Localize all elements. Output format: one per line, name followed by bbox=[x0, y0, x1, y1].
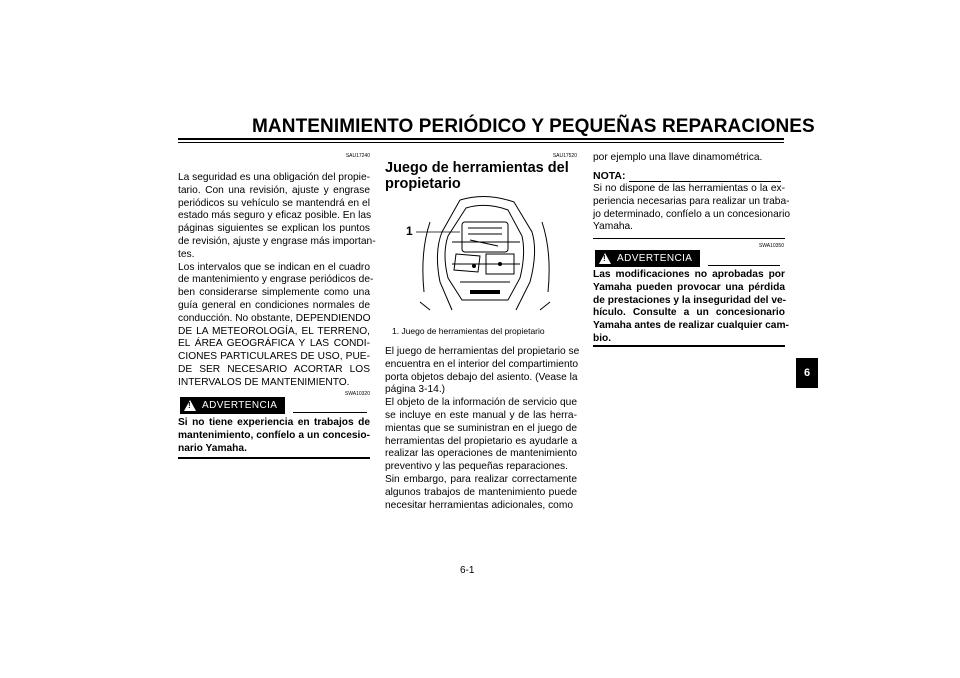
text-line: necesitar herramientas adicionales, como bbox=[385, 499, 573, 511]
section-code: SAU17240 bbox=[345, 153, 370, 159]
text-line: Sin embargo, para realizar correctamente bbox=[385, 473, 577, 485]
text-line: tario. Con una revisión, ajuste y engrase bbox=[178, 184, 370, 196]
text-line: se incluye en este manual y de las herra- bbox=[385, 409, 577, 421]
text-line: encuentra en el interior del compartimiento bbox=[385, 358, 579, 370]
text-line: Los intervalos que se indican en el cuadro bbox=[178, 261, 370, 273]
section-code: SAU17520 bbox=[552, 153, 577, 159]
text-line: periencia necesarias para realizar un traba- bbox=[593, 195, 790, 207]
note-end-rule bbox=[593, 238, 785, 239]
text-line: de prestaciones y la inseguridad del ve- bbox=[593, 294, 787, 306]
warning-badge bbox=[595, 250, 700, 267]
text-line: Yamaha. bbox=[593, 221, 634, 233]
figure-callout: 1 bbox=[406, 224, 413, 238]
text-line: por ejemplo una llave dinamométrica. bbox=[593, 152, 763, 163]
text-line: guía general en condiciones normales de bbox=[178, 299, 370, 311]
text-line: periódicos su vehículo se mantendrá en el bbox=[178, 197, 370, 209]
warning-label: ADVERTENCIA bbox=[202, 400, 278, 411]
text-line: nario Yamaha. bbox=[178, 442, 247, 454]
text-line: bio. bbox=[593, 332, 612, 344]
toolkit-figure bbox=[390, 192, 576, 316]
text-line: Yamaha antes de realizar cualquier cam- bbox=[593, 320, 789, 332]
text-line: mantenimiento, confíelo a un concesio- bbox=[178, 429, 370, 441]
heading-line: propietario bbox=[385, 176, 461, 192]
text-line: preventivo y las pequeñas reparaciones. bbox=[385, 461, 568, 473]
heading-line: Juego de herramientas del bbox=[385, 160, 569, 176]
text-line: Las modificaciones no aprobadas por bbox=[593, 269, 785, 280]
continuation-text bbox=[593, 152, 785, 165]
warning-icon: ! bbox=[184, 400, 196, 411]
text-line: de mantenimiento y engrase periódicos de- bbox=[178, 274, 374, 286]
note-line bbox=[629, 181, 781, 182]
text-line: hículo. Consulte a un concesionario bbox=[593, 307, 785, 319]
text-line: herramientas del propietario es ayudarle a bbox=[385, 435, 577, 447]
text-line: Si no dispone de las herramientas o la ex- bbox=[593, 183, 785, 194]
warning-header bbox=[595, 250, 780, 267]
figure-caption: 1. Juego de herramientas del propietario bbox=[392, 326, 545, 336]
text-line: El juego de herramientas del propietario se bbox=[385, 346, 580, 357]
text-line: de revisión, ajuste y engrase más importan- bbox=[178, 235, 376, 247]
warning-header bbox=[180, 397, 367, 414]
warning-badge bbox=[180, 397, 285, 414]
warning-line bbox=[293, 412, 367, 413]
page-title: MANTENIMIENTO PERIÓDICO Y PEQUEÑAS REPARACIONES bbox=[252, 116, 815, 137]
note-text bbox=[593, 183, 791, 234]
text-line: tes. bbox=[178, 248, 195, 260]
chapter-tab: 6 bbox=[796, 358, 818, 388]
text-line: páginas siguientes se explican los puntos bbox=[178, 223, 370, 235]
warning-icon: ! bbox=[599, 253, 611, 264]
text-line: DE LA METEOROLOGÍA, EL TERRENO, bbox=[178, 325, 370, 337]
text-line: CIONES PARTICULARES DE USO, PUE- bbox=[178, 351, 370, 363]
text-line: mientas que se suministran en el juego de bbox=[385, 422, 577, 434]
toolkit-paragraph bbox=[385, 346, 580, 512]
warning-text bbox=[593, 269, 789, 346]
title-rule bbox=[178, 138, 784, 140]
text-line: conducción. No obstante, DEPENDIENDO bbox=[178, 312, 371, 324]
intro-paragraph bbox=[178, 172, 376, 390]
text-line: jo determinado, confíelo a un concesionario bbox=[593, 208, 791, 220]
note-label: NOTA: bbox=[593, 170, 626, 182]
warning-label: ADVERTENCIA bbox=[617, 253, 693, 264]
warning-end-rule bbox=[593, 345, 785, 347]
text-line: EL ÁREA GEOGRÁFICA Y LAS CONDI- bbox=[178, 338, 370, 350]
text-line: El objeto de la información de servicio que bbox=[385, 397, 577, 409]
text-line: Si no tiene experiencia en trabajos de bbox=[178, 417, 370, 428]
text-line: DE SER NECESARIO ACORTAR LOS bbox=[178, 363, 370, 375]
text-line: La seguridad es una obligación del propie- bbox=[178, 172, 371, 183]
page-number: 6-1 bbox=[460, 565, 475, 576]
text-line: INTERVALOS DE MANTENIMIENTO. bbox=[178, 376, 350, 388]
text-line: porta objetos debajo del asiento. (Vease la bbox=[385, 371, 578, 383]
section-code: SWA10350 bbox=[758, 243, 784, 249]
section-code: SWA10320 bbox=[344, 391, 370, 397]
title-rule-thin bbox=[178, 142, 784, 143]
text-line: algunos trabajos de mantenimiento puede bbox=[385, 486, 577, 498]
text-line: estado más seguro y eficaz posible. En las bbox=[178, 210, 372, 222]
section-heading bbox=[385, 160, 585, 192]
text-line: realizar las operaciones de mantenimiento bbox=[385, 448, 577, 460]
note-header bbox=[593, 170, 781, 182]
warning-text bbox=[178, 417, 370, 455]
text-line: Yamaha pueden provocar una pérdida bbox=[593, 281, 785, 293]
text-line: página 3-14.) bbox=[385, 384, 446, 396]
warning-line bbox=[708, 265, 780, 266]
warning-end-rule bbox=[178, 457, 370, 459]
text-line: ben considerarse simplemente como una bbox=[178, 287, 370, 299]
